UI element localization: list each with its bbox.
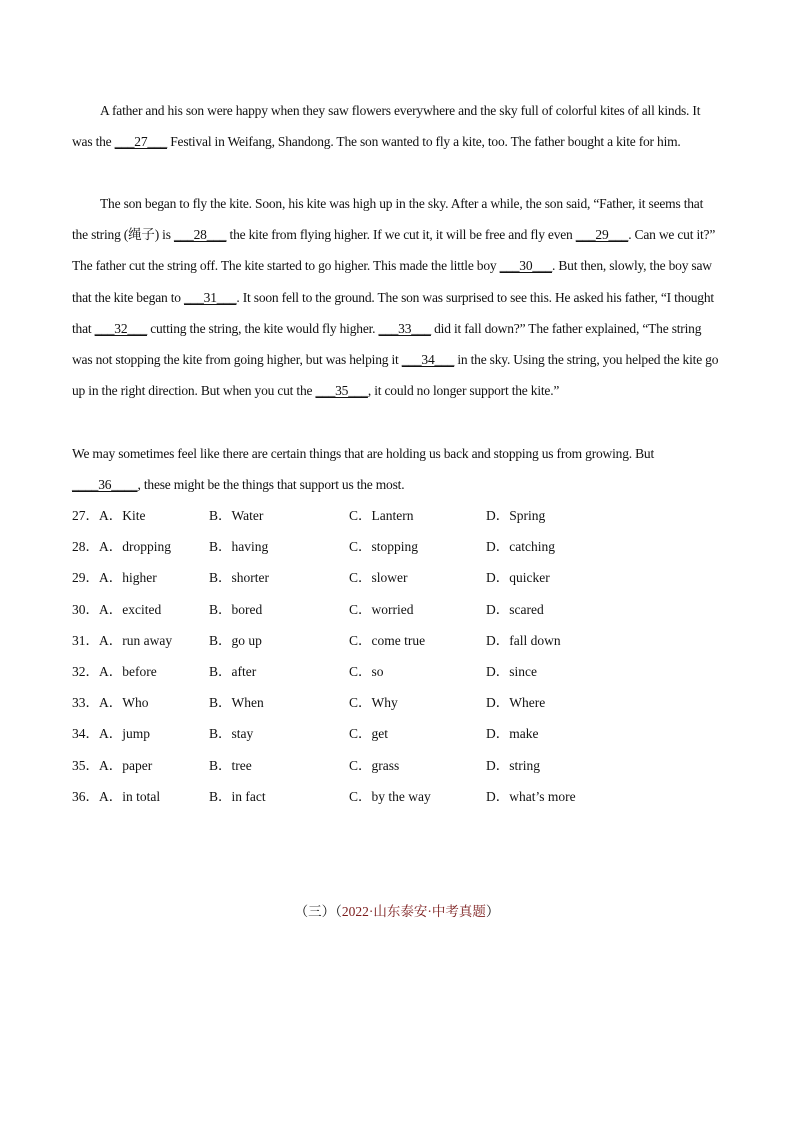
- passage-text: Festival in Weifang, Shandong. The son wanted to fly a kite, too. The father bought a kite for him.: [167, 134, 681, 150]
- passage-paragraph-2: [72, 188, 722, 406]
- question-row-33: [72, 687, 722, 718]
- option-d: D．fall down: [486, 632, 561, 648]
- passage-text: We may sometimes feel like there are certain things that are holding us back and stopping us from growing. But: [72, 446, 655, 461]
- blank-27: ___27___: [114, 134, 168, 150]
- option-a: 36．A．in total: [72, 788, 161, 804]
- option-c: C．Lantern: [349, 508, 414, 523]
- option-c: C．so: [349, 663, 384, 679]
- option-b: B．after: [209, 663, 257, 679]
- passage-text: the kite from flying higher. If we cut it, it will be free and fly even: [226, 227, 576, 243]
- question-row-29: [72, 562, 722, 593]
- question-row-31: [72, 625, 722, 656]
- option-b: B．in fact: [209, 788, 266, 804]
- option-d: D．since: [486, 663, 537, 679]
- option-d: D．what’s more: [486, 788, 576, 804]
- question-row-32: [72, 656, 722, 687]
- question-row-27: [72, 500, 722, 531]
- answer-options: [72, 500, 722, 812]
- option-c: C．get: [349, 726, 388, 742]
- option-d: D．make: [486, 726, 539, 742]
- passage-paragraph-1: [72, 95, 722, 157]
- option-d: D．catching: [486, 539, 555, 555]
- option-a: 29．A．higher: [72, 570, 157, 586]
- option-b: B．When: [209, 695, 264, 711]
- blank-30: ___30___: [499, 258, 553, 274]
- question-row-36: [72, 781, 722, 812]
- option-c: C．worried: [349, 601, 414, 617]
- option-b: B．Water: [209, 508, 264, 523]
- option-d: D．string: [486, 757, 540, 773]
- option-b: B．stay: [209, 726, 254, 742]
- passage-text: . It soon fell to the ground. The son was surprised to see this. He asked his father, “I thought that: [72, 289, 714, 336]
- blank-32: ___32___: [94, 320, 148, 336]
- option-b: B．tree: [209, 757, 252, 773]
- heading-open: （三）（: [294, 904, 342, 919]
- option-d: D．quicker: [486, 570, 550, 586]
- blank-33: ___33___: [378, 320, 431, 336]
- section-heading: [0, 900, 794, 924]
- passage-text: , it could no longer support the kite.”: [367, 383, 560, 399]
- option-d: D．Spring: [486, 508, 546, 523]
- option-a: 27．A．Kite: [72, 508, 146, 523]
- option-b: B．bored: [209, 601, 263, 617]
- blank-28: ___28___: [173, 227, 227, 243]
- passage-text: A father and his son were happy when they saw flowers everywhere and the sky full of colorful kites of all kinds. It was the: [72, 103, 701, 150]
- question-row-34: [72, 718, 722, 749]
- option-a: 30．A．excited: [72, 601, 162, 617]
- option-c: C．Why: [349, 695, 398, 711]
- option-a: 33．A．Who: [72, 695, 149, 711]
- option-c: C．come true: [349, 632, 426, 648]
- option-b: B．go up: [209, 632, 262, 648]
- option-a: 32．A．before: [72, 663, 157, 679]
- option-d: D．Where: [486, 695, 546, 711]
- option-c: C．slower: [349, 570, 408, 586]
- passage-text: cutting the string, the kite would fly higher.: [147, 320, 379, 336]
- option-a: 34．A．jump: [72, 726, 151, 742]
- exam-source: 2022·山东泰安·中考真题: [341, 904, 486, 919]
- option-c: C．grass: [349, 757, 400, 773]
- passage-text: The son began to fly the kite. Soon, his kite was high up in the sky. After a while, the son said, “Father, it seems that the string (绳子) is: [72, 196, 704, 243]
- passage-paragraph-3: [72, 438, 722, 500]
- passage-text: did it fall down?” The father explained, “The string was not stopping the kite from going higher, but was helping it: [72, 320, 702, 368]
- blank-29: ___29___: [575, 227, 629, 243]
- option-c: C．stopping: [349, 539, 419, 555]
- blank-31: ___31___: [184, 289, 237, 305]
- option-c: C．by the way: [349, 788, 431, 804]
- question-row-30: [72, 594, 722, 625]
- question-row-35: [72, 750, 722, 781]
- option-a: 31．A．run away: [72, 632, 173, 648]
- option-d: D．scared: [486, 601, 544, 617]
- passage-text: . Can we cut it?” The father cut the string off. The kite started to go higher. This made the little boy: [72, 227, 716, 274]
- blank-36: ____36____: [72, 477, 138, 493]
- blank-34: ___34___: [401, 352, 455, 368]
- question-row-28: [72, 531, 722, 562]
- option-b: B．having: [209, 539, 269, 555]
- option-a: 35．A．paper: [72, 757, 153, 773]
- passage-text: . But then, slowly, the boy saw that the kite began to: [72, 258, 712, 305]
- heading-close: ）: [485, 904, 500, 919]
- option-a: 28．A．dropping: [72, 539, 171, 555]
- passage-text: , these might be the things that support us the most.: [137, 477, 405, 493]
- option-b: B．shorter: [209, 570, 269, 586]
- passage-text: in the sky. Using the string, you helped the kite go up in the right direction. But when you cut the: [72, 352, 719, 399]
- blank-35: ___35___: [315, 383, 368, 399]
